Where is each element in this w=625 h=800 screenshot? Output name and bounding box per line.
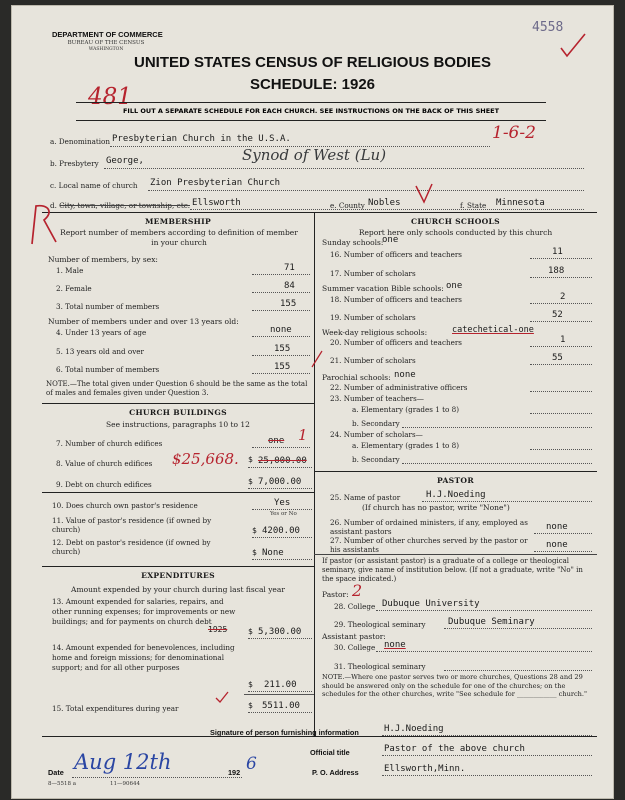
buildings-title: CHURCH BUILDINGS	[129, 408, 227, 417]
q4-value: none	[270, 325, 292, 335]
q8-label: 8. Value of church edifices	[56, 459, 153, 468]
q16-label: 16. Number of officers and teachers	[330, 250, 462, 259]
q14-label: 14. Amount expended for benevolences, including home and foreign missions; for denominational support; and for all other purposes	[52, 643, 235, 672]
red-check-mark	[214, 690, 230, 704]
q7-value: one	[268, 436, 285, 446]
signature-label: Signature of person furnishing information	[210, 728, 359, 737]
year-prefix: 192	[228, 768, 241, 777]
weekday-label: Week-day religious schools:	[322, 328, 428, 337]
schools-intro: Report here only schools conducted by this church	[358, 228, 553, 237]
q5-label: 5. 13 years old and over	[56, 347, 144, 356]
presbytery-label: b. Presbytery	[50, 159, 99, 168]
q29-label: 29. Theological seminary	[334, 620, 426, 629]
by-sex-label: Number of members, by sex:	[48, 255, 158, 264]
q13-value: 5,300.00	[258, 627, 302, 637]
q12-dollar: $	[252, 548, 257, 557]
q15-label: 15. Total expenditures during year	[52, 704, 179, 713]
state-label: f. State	[460, 201, 487, 210]
q29-value: Dubuque Seminary	[448, 617, 535, 627]
buildings-instructions: See instructions, paragraphs 10 to 12	[106, 420, 250, 429]
bureau-city: WASHINGTON	[88, 47, 124, 52]
q9-label: 9. Debt on church edifices	[56, 480, 152, 489]
local-name-value: Zion Presbyterian Church	[150, 178, 281, 188]
form-code: 8—5518 a	[48, 781, 77, 787]
q23b-label: b. Secondary	[352, 419, 400, 428]
q15-value: 5511.00	[262, 701, 300, 711]
q31-label: 31. Theological seminary	[334, 662, 426, 671]
q10-hint: Yes or No	[270, 511, 297, 517]
q1-value: 71	[284, 263, 295, 273]
q24-label: 24. Number of scholars—	[330, 430, 423, 439]
denomination-value: Presbyterian Church in the U.S.A.	[112, 134, 291, 144]
q27-label: 27. Number of other churches served by the pastor or his assistants	[330, 536, 528, 554]
q30-label: 30. College	[334, 643, 376, 652]
q2-value: 84	[284, 281, 295, 291]
q6-value: 155	[274, 362, 291, 372]
q5-value: 155	[274, 344, 291, 354]
pastor-title: PASTOR	[437, 476, 474, 485]
q1-label: 1. Male	[56, 266, 84, 275]
q24a-label: a. Elementary (grades 1 to 8)	[352, 441, 459, 450]
dept-name: DEPARTMENT OF COMMERCE	[52, 30, 163, 39]
denomination-code: 1-6-2	[492, 123, 536, 143]
weekday-value: catechetical-one	[452, 325, 534, 335]
date-handwritten: Aug 12th	[74, 750, 172, 774]
q8-handwritten: $25,668.	[172, 450, 239, 468]
city-label: d. City, town, village, or township, etc.	[50, 201, 191, 210]
q2-label: 2. Female	[56, 284, 92, 293]
graduate-note: If pastor (or assistant pastor) is a graduate of a college or theological seminary, give name of institution below. (If not a graduate, write "No" in the space indicated.)	[322, 557, 583, 583]
q19-value: 52	[552, 310, 563, 320]
q7-label: 7. Number of church edifices	[56, 439, 163, 448]
city-value: Ellsworth	[192, 198, 241, 208]
expenditures-sub: Amount expended by your church during last fiscal year	[71, 585, 285, 594]
handwritten-schedule-number: 481	[88, 84, 132, 110]
state-value: Minnesota	[496, 198, 545, 208]
q14-dollar: $	[248, 680, 253, 689]
sunday-value: one	[382, 235, 399, 245]
red-tick-mark	[310, 349, 324, 369]
membership-note: NOTE.—The total given under Question 6 should be the same as the total of males and females given under Question 3.	[46, 380, 308, 397]
membership-title: MEMBERSHIP	[144, 217, 212, 226]
q10-label: 10. Does church own pastor's residence	[52, 501, 198, 510]
q20-label: 20. Number of officers and teachers	[330, 338, 462, 347]
sunday-label: Sunday schools:	[322, 238, 384, 247]
pastor-note: NOTE.—Where one pastor serves two or more churches, Questions 28 and 29 should be answered only on the schedule for one of the churches; on the schedules for the other churches, write "See schedule for ____________ church."	[322, 673, 588, 698]
q11-label: 11. Value of pastor's residence (if owned by church)	[52, 516, 212, 534]
q26-label: 26. Number of ordained ministers, if any, employed as assistant pastors	[330, 518, 528, 536]
q11-dollar: $	[252, 526, 257, 535]
q3-value: 155	[280, 299, 297, 309]
q12-label: 12. Debt on pastor's residence (if owned by church)	[52, 538, 211, 556]
q30-value: none	[384, 640, 406, 650]
q25-note: (If church has no pastor, write "None")	[362, 503, 510, 512]
q17-value: 188	[548, 266, 565, 276]
signature-value: H.J.Noeding	[384, 724, 444, 734]
date-label: Date	[48, 768, 64, 777]
expenditures-title: EXPENDITURES	[141, 571, 215, 580]
county-value: Nobles	[368, 198, 401, 208]
q21-label: 21. Number of scholars	[330, 356, 416, 365]
q28-label: 28. College	[334, 602, 376, 611]
q17-label: 17. Number of scholars	[330, 269, 416, 278]
q16-value: 11	[552, 247, 563, 257]
address-label: P. O. Address	[312, 768, 359, 777]
synod-handwritten: Synod of West (Lu)	[242, 146, 387, 164]
q11-value: 4200.00	[262, 526, 300, 536]
q18-label: 18. Number of officers and teachers	[330, 295, 462, 304]
q23-label: 23. Number of teachers—	[330, 394, 424, 403]
assistant-label: Assistant pastor:	[322, 632, 386, 641]
q21-value: 55	[552, 353, 563, 363]
q6-label: 6. Total number of members	[56, 365, 160, 374]
q26-value: none	[546, 522, 568, 532]
q13-dollar: $	[248, 627, 253, 636]
schools-title: CHURCH SCHOOLS	[411, 217, 500, 226]
q24b-label: b. Secondary	[352, 455, 400, 464]
by-age-label: Number of members under and over 13 years old:	[48, 317, 239, 326]
q4-label: 4. Under 13 years of age	[56, 328, 147, 337]
denomination-label: a. Denomination	[50, 137, 110, 146]
bureau-name: BUREAU OF THE CENSUS	[67, 40, 145, 46]
q28-value: Dubuque University	[382, 599, 480, 609]
red-check-mark	[414, 182, 436, 206]
local-name-label: c. Local name of church	[50, 181, 138, 190]
q3-label: 3. Total number of members	[56, 302, 160, 311]
schedule-year: SCHEDULE: 1926	[249, 76, 376, 93]
q18-value: 2	[560, 292, 566, 302]
q19-label: 19. Number of scholars	[330, 313, 416, 322]
q7-handwritten: 1	[298, 426, 308, 444]
q8-value: 25,000.00	[258, 456, 307, 466]
q9-dollar: $	[248, 477, 253, 486]
county-label: e. County	[330, 201, 365, 210]
q14-value: 211.00	[264, 680, 297, 690]
print-code: 11—90644	[110, 781, 140, 787]
q25-label: 25. Name of pastor	[330, 493, 401, 502]
summer-value: one	[446, 281, 463, 291]
q15-dollar: $	[248, 701, 253, 710]
presbytery-value: George,	[106, 156, 144, 166]
summer-label: Summer vacation Bible schools:	[322, 284, 444, 293]
official-title-label: Official title	[310, 748, 350, 757]
q12-value: None	[262, 548, 284, 558]
q13-year: 1925	[208, 625, 228, 634]
official-title-value: Pastor of the above church	[384, 744, 525, 754]
parochial-label: Parochial schools:	[322, 373, 391, 382]
pastor-label: Pastor:	[322, 590, 349, 599]
q23a-label: a. Elementary (grades 1 to 8)	[352, 405, 459, 414]
address-value: Ellsworth,Minn.	[384, 764, 466, 774]
instruction-banner: FILL OUT A SEPARATE SCHEDULE FOR EACH CHURCH. SEE INSTRUCTIONS ON THE BACK OF THIS SHEET	[122, 107, 500, 115]
year-handwritten: 6	[246, 754, 257, 774]
stamp-number: 4558	[532, 20, 564, 35]
q9-value: 7,000.00	[258, 477, 302, 487]
form-title: UNITED STATES CENSUS OF RELIGIOUS BODIES	[134, 54, 491, 71]
q22-label: 22. Number of administrative officers	[330, 383, 468, 392]
q8-dollar: $	[248, 455, 253, 464]
membership-intro: Report number of members according to definition of member in your church	[60, 228, 298, 247]
census-schedule-sheet	[12, 6, 613, 798]
q27-value: none	[546, 540, 568, 550]
pastor-handwritten: 2	[352, 581, 363, 600]
q10-value: Yes	[274, 498, 291, 508]
parochial-value: none	[394, 370, 416, 380]
q20-value: 1	[560, 335, 566, 345]
q25-value: H.J.Noeding	[426, 490, 486, 500]
q13-label: 13. Amount expended for salaries, repairs, and other running expenses; for improvements or new buildings; and for payments on church debt	[52, 597, 236, 626]
